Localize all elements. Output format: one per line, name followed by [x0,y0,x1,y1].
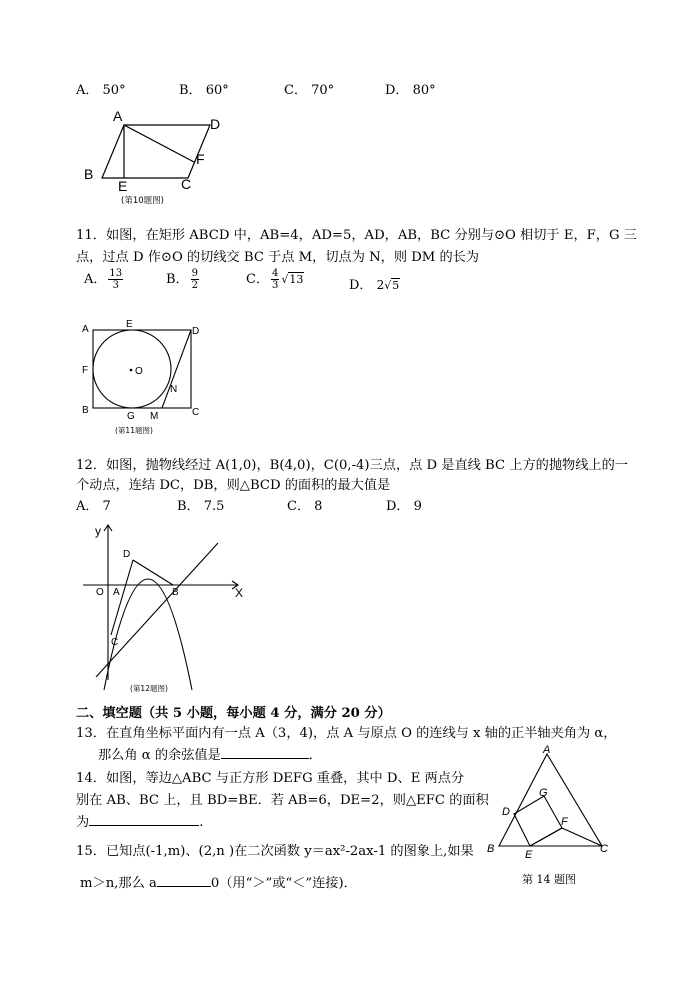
q12-option-b: B． 7.5 [177,499,225,514]
q11-option-a: A． $\frac{13}{3}$ [84,268,123,291]
q11-text-line2: 点，过点 D 作⊙O 的切线交 BC 于点 M，切点为 N，则 DM 的长为 [76,250,480,265]
q10-label-c: C [181,176,192,192]
q14-caption: 第 14 题图 [522,873,576,886]
q11-text-line1: 11．如图，在矩形 ABCD 中，AB=4，AD=5，AD，AB，BC 分别与⊙O 相切于 E，F，G 三 [76,228,637,243]
q10-label-b: B [84,166,94,182]
q15-text-line2: m＞n,那么 a 0（用“＞”或“＜”连接)． [80,876,357,891]
q10-option-b: B． 60° [179,83,229,98]
q11-label-b: B [82,405,89,416]
q11-label-c: C [192,407,200,418]
q12-text-line1: 12．如图，抛物线经过 A(1,0)，B(4,0)，C(0,-4)三点，点 D 是直线 BC 上方的抛物线上的一 [76,458,628,473]
q12-option-d: D． 9 [386,499,422,514]
q14-text-line1: 14．如图，等边△ABC 与正方形 DEFG 重叠，其中 D、E 两点分 [76,771,465,786]
q11-label-a: A [82,324,89,335]
q12-option-c: C． 8 [287,499,323,514]
q14-label-f: F [561,816,568,828]
q14-label-d: D [502,806,510,818]
q11-caption: (第11题图) [115,426,153,435]
q13-answer-blank[interactable] [221,758,309,759]
q10-caption: (第10题图) [121,196,164,206]
q14-answer-blank[interactable] [89,825,199,826]
q11-label-f: F [82,365,89,376]
q10-label-d: D [210,116,221,132]
q12-label-b: B [172,587,179,598]
q15-text-line1: 15．已知点(-1,m)、(2,n )在二次函数 y＝ax²-2ax-1 的图象上,如果 [76,844,474,859]
q12-figure [78,515,258,695]
q12-label-d: D [123,549,131,560]
q11-label-o: O [135,366,143,377]
q11-option-b: B． $\frac{9}{2}$ [166,268,198,291]
q12-text-line2: 个动点，连结 DC，DB，则△BCD 的面积的最大值是 [76,478,391,493]
q11-option-d: D． 2√5 [349,278,400,293]
q12-label-c: C [111,637,119,648]
q12-label-x: X [235,586,244,600]
q11-label-g: G [127,411,135,422]
q14-figure [480,742,620,862]
q13-text-line2: 那么角 α 的余弦值是 ． [98,748,322,763]
q11-label-m: M [150,411,159,422]
q14-label-c: C [600,843,608,855]
q11-label-n: N [170,384,178,395]
q13-text-line1: 13．在直角坐标平面内有一点 A（3，4)，点 A 与原点 O 的连线与 x 轴的正半轴夹角为 α， [76,726,617,741]
q10-label-a: A [113,108,123,124]
q12-option-a: A． 7 [76,499,111,514]
q12-label-a: A [113,587,120,598]
q11-option-c: C． $\frac{4}{3}$ √13 [246,268,304,291]
q14-label-g: G [539,787,548,799]
section2-title: 二、填空题（共 5 小题，每小题 4 分，满分 20 分） [76,706,391,721]
q15-answer-blank[interactable] [157,886,211,887]
q12-label-o: O [96,587,104,598]
q14-text-line2: 别在 AB、BC 上，且 BD=BE．若 AB=6，DE=2，则△EFC 的面积 [76,793,489,808]
q10-label-e: E [118,178,128,194]
q12-caption: (第12题图) [130,684,168,693]
q10-option-c: C． 70° [284,83,335,98]
q10-option-a: A． 50° [76,83,126,98]
q11-label-d: D [192,326,200,337]
q14-label-e: E [525,849,533,861]
q14-text-line3: 为 . [76,815,204,830]
q11-figure [78,314,208,424]
q12-label-y: y [95,524,101,538]
q10-label-f: F [196,151,205,167]
q11-label-e: E [126,319,133,330]
q14-label-a: A [543,744,551,756]
q14-label-b: B [487,843,495,855]
q10-option-d: D． 80° [385,83,436,98]
